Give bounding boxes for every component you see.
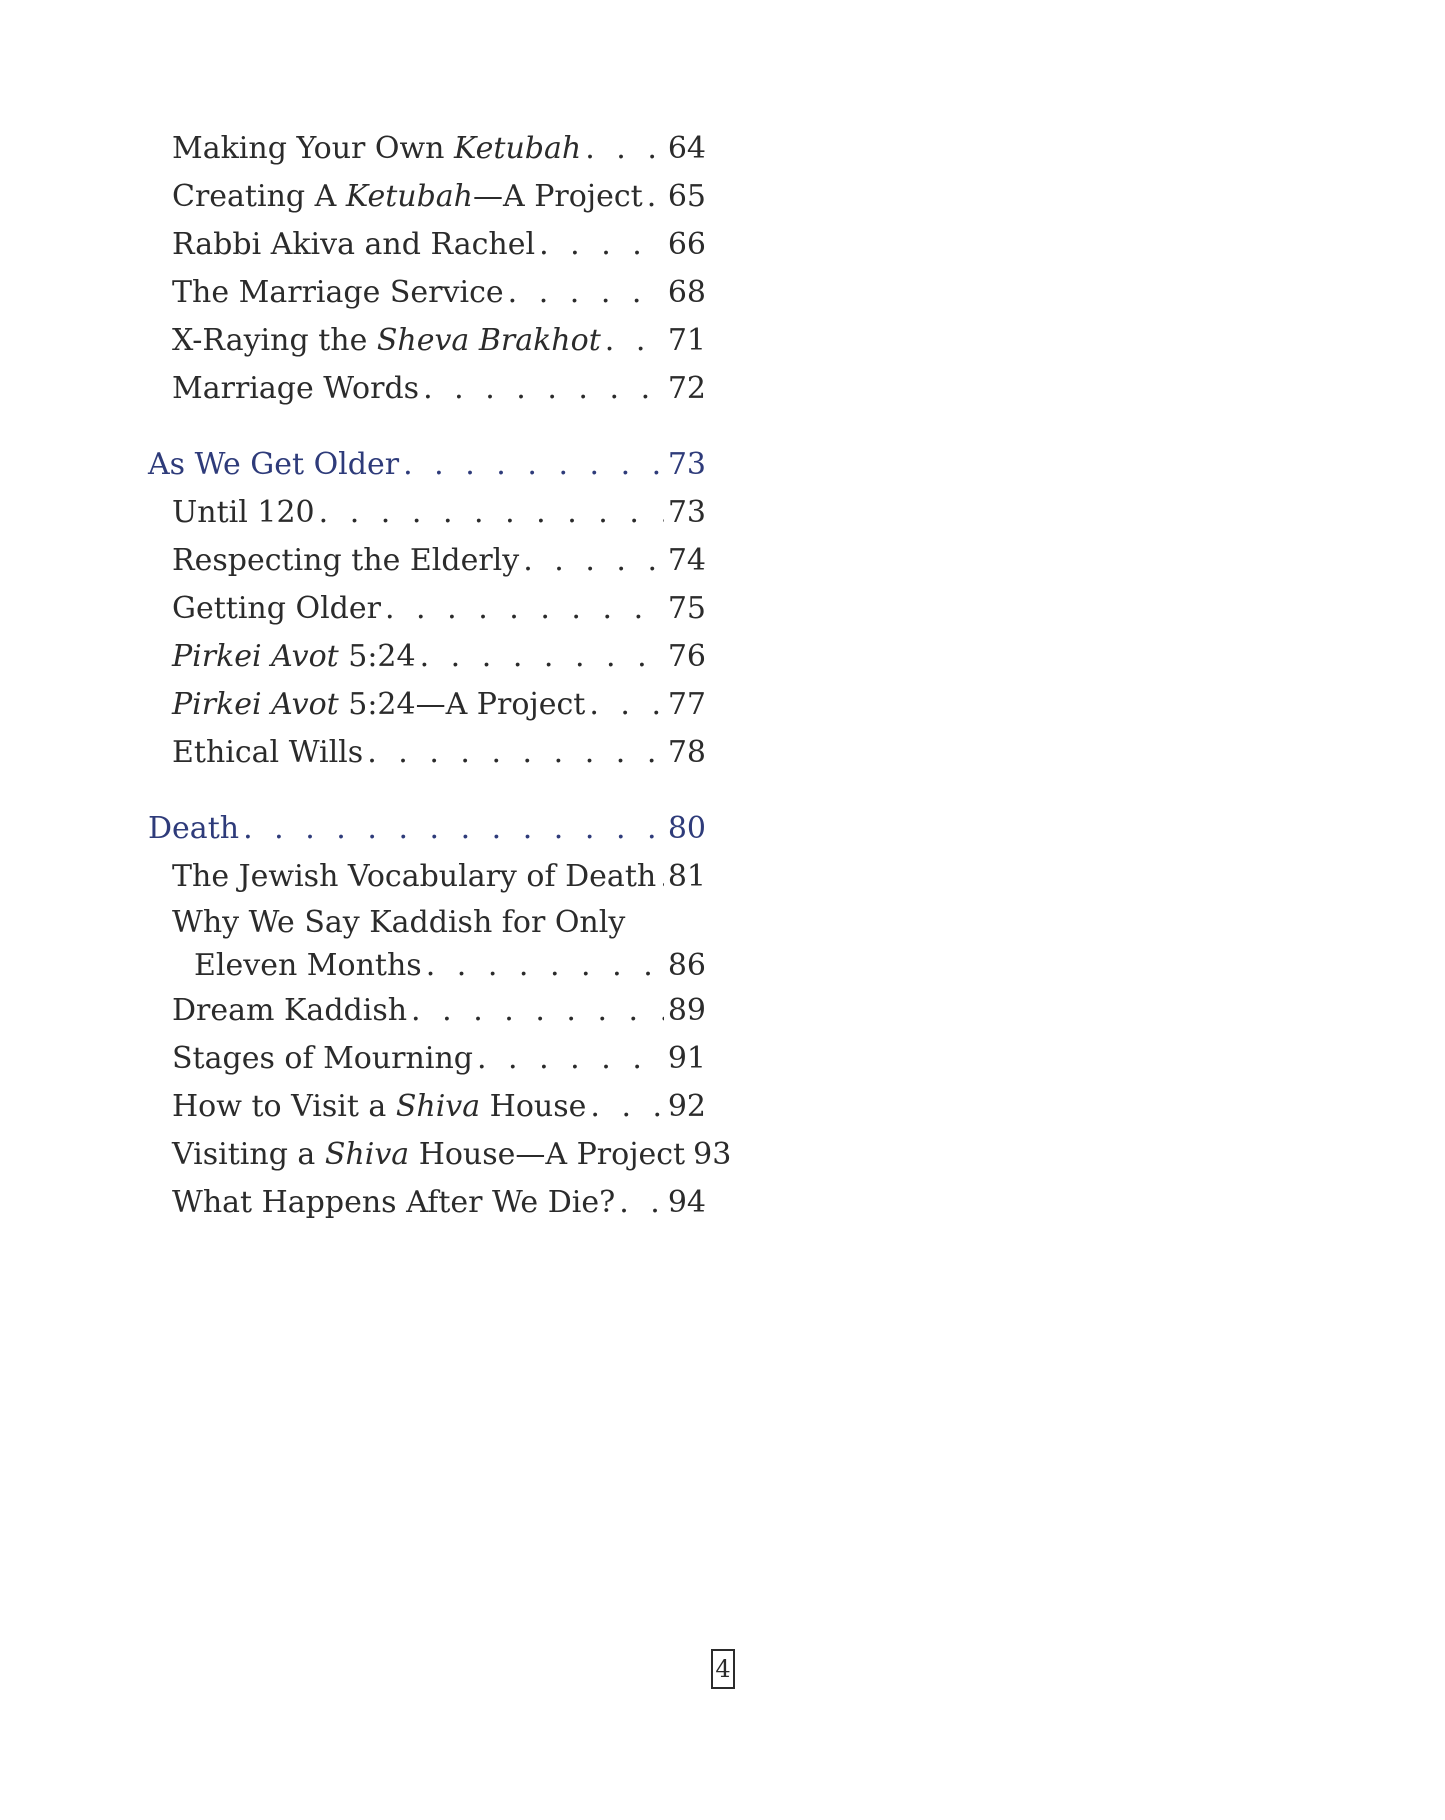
entry-title: [172, 537, 519, 585]
toc-entry[interactable]: [148, 537, 706, 585]
entry-page-number: 78: [667, 735, 706, 770]
entry-page-number: 77: [667, 687, 706, 722]
toc-section: [148, 441, 706, 777]
entry-title: [172, 489, 315, 537]
entry-page-number: 71: [667, 323, 706, 358]
entry-title: [172, 905, 625, 940]
entry-title-part: Ketubah: [454, 131, 582, 166]
entry-title: [172, 853, 656, 901]
entry-title-part: Shiva: [395, 1089, 481, 1124]
dot-leader: [243, 805, 664, 853]
dot-leader: [590, 1083, 663, 1131]
entry-title: [172, 681, 585, 729]
entry-continuation-line: [172, 945, 706, 987]
entry-title: [172, 317, 601, 365]
toc-entry[interactable]: [148, 1035, 706, 1083]
entry-page-number: 64: [667, 131, 706, 166]
dot-leader: [385, 585, 664, 633]
entry-title: [172, 633, 416, 681]
entry-title-part: Dream Kaddish: [172, 993, 408, 1028]
entry-title-part: X-Raying the: [172, 323, 377, 358]
entry-title-part: Sheva Brakhot: [376, 323, 601, 358]
dot-leader: [589, 681, 664, 729]
heading-page-number: 73: [667, 447, 706, 482]
entry-title: [172, 173, 643, 221]
heading-title: Death: [148, 811, 240, 846]
entry-title: [172, 585, 381, 633]
toc-entry[interactable]: [148, 681, 706, 729]
entry-title-continuation: Eleven Months: [194, 948, 422, 983]
entry-title-part: Stages of Mourning: [172, 1041, 473, 1076]
entry-title: [172, 987, 407, 1035]
entry-page-number: 73: [667, 495, 706, 530]
toc-entry[interactable]: [148, 987, 706, 1035]
dot-leader: [647, 173, 664, 221]
entry-title-part: Pirkei Avot: [172, 639, 339, 674]
entry-page-number: 66: [667, 227, 706, 262]
entry-page-number: 68: [667, 275, 706, 310]
entry-title-part: Respecting the Elderly: [172, 543, 520, 578]
entry-page-number: 93: [693, 1137, 732, 1172]
dot-leader: [420, 633, 664, 681]
toc-entry[interactable]: [148, 585, 706, 633]
entry-title-part: 5:24—A Project: [338, 687, 586, 722]
toc-entry[interactable]: [148, 1131, 732, 1179]
entry-first-line: [172, 901, 706, 945]
heading-title: As We Get Older: [148, 447, 400, 482]
toc-entry[interactable]: [148, 489, 706, 537]
entry-title-part: Rabbi Akiva and Rachel: [172, 227, 536, 262]
entry-title: [172, 1035, 473, 1083]
dot-leader: [319, 489, 664, 537]
entry-page-number: 75: [667, 591, 706, 626]
toc-entry[interactable]: [148, 853, 706, 901]
entry-title-part: Ethical Wills: [172, 735, 364, 770]
entry-title: [172, 729, 363, 777]
toc-entry[interactable]: [148, 269, 706, 317]
heading-page-number: 80: [667, 811, 706, 846]
entry-page-number: 86: [667, 948, 706, 983]
toc-entry[interactable]: [148, 1179, 706, 1227]
entry-title-part: How to Visit a: [172, 1089, 396, 1124]
entry-page-number: 91: [667, 1041, 706, 1076]
entry-title-part: The Marriage Service: [172, 275, 504, 310]
dot-leader: [367, 729, 664, 777]
entry-title-part: —A Project: [473, 179, 643, 214]
toc-entry[interactable]: [148, 729, 706, 777]
entry-title-part: Pirkei Avot: [172, 687, 339, 722]
toc-entry[interactable]: [148, 221, 706, 269]
entry-title: [172, 269, 504, 317]
entry-title-part: Shiva: [324, 1137, 410, 1172]
dot-leader: [411, 987, 664, 1035]
entry-page-number: 72: [667, 371, 706, 406]
entry-title-part: House—A Project: [409, 1137, 686, 1172]
dot-leader: [660, 853, 664, 901]
entry-title-part: Getting Older: [172, 591, 381, 626]
toc-entry[interactable]: [148, 901, 706, 987]
entry-page-number: 76: [667, 639, 706, 674]
entry-title: [172, 125, 581, 173]
toc-entry[interactable]: [148, 173, 706, 221]
toc-entry[interactable]: [148, 125, 706, 173]
dot-leader: [477, 1035, 664, 1083]
entry-title-part: Why We Say Kaddish for Only: [172, 905, 626, 940]
entry-title: [172, 221, 535, 269]
entry-title-part: What Happens After We Die?: [172, 1185, 616, 1220]
dot-leader: [426, 945, 664, 987]
table-of-contents: [148, 125, 732, 1255]
toc-entry[interactable]: [148, 317, 706, 365]
toc-section-heading[interactable]: [148, 805, 706, 853]
dot-leader: [539, 221, 664, 269]
toc-entry[interactable]: [148, 1083, 706, 1131]
entry-title-part: Marriage Words: [172, 371, 420, 406]
entry-page-number: 81: [667, 859, 706, 894]
dot-leader: [585, 125, 664, 173]
entry-page-number: 94: [667, 1185, 706, 1220]
entry-title: [172, 1179, 615, 1227]
dot-leader: [403, 441, 664, 489]
entry-title-part: The Jewish Vocabulary of Death: [172, 859, 657, 894]
entry-title-part: 5:24: [338, 639, 416, 674]
entry-page-number: 65: [667, 179, 706, 214]
entry-title-part: Until 120: [172, 495, 315, 530]
entry-title-part: Visiting a: [172, 1137, 325, 1172]
entry-title-part: Creating A: [172, 179, 346, 214]
dot-leader: [523, 537, 664, 585]
entry-title-part: House: [480, 1089, 587, 1124]
entry-title-part: Making Your Own: [172, 131, 455, 166]
entry-page-number: 74: [667, 543, 706, 578]
dot-leader: [423, 365, 664, 413]
toc-section: [148, 805, 732, 1227]
entry-page-number: 89: [667, 993, 706, 1028]
dot-leader: [619, 1179, 664, 1227]
entry-page-number: 92: [667, 1089, 706, 1124]
toc-entry[interactable]: [148, 633, 706, 681]
entry-title: [172, 1083, 586, 1131]
dot-leader: [508, 269, 664, 317]
dot-leader: [605, 317, 664, 365]
entry-title: [172, 1131, 685, 1179]
entry-title: [172, 365, 419, 413]
entry-title-part: Ketubah: [345, 179, 474, 214]
toc-entry[interactable]: [148, 365, 706, 413]
page-number: 4: [711, 1649, 735, 1689]
toc-section: [148, 125, 706, 413]
toc-section-heading[interactable]: [148, 441, 706, 489]
